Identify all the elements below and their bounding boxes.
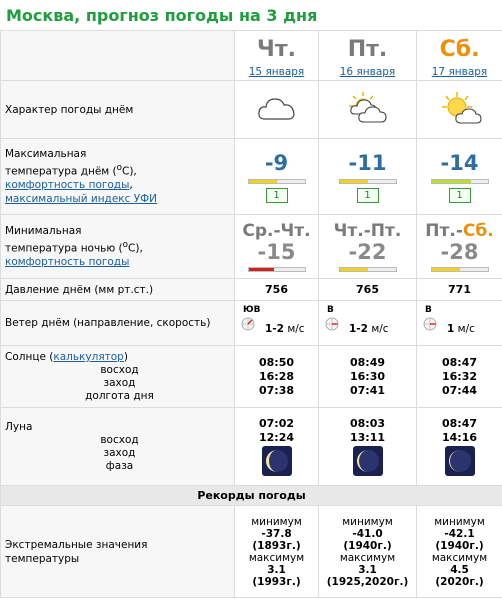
tmax-row bbox=[1, 139, 502, 215]
tmin-label-line: C), bbox=[128, 242, 143, 255]
record-max-year: (1925,2020г.) bbox=[326, 575, 409, 588]
night-period bbox=[319, 221, 416, 241]
comfort-bar-fill bbox=[432, 268, 460, 271]
moonrise-time: 08:03 bbox=[349, 417, 385, 430]
night-sep: - bbox=[273, 221, 281, 241]
tmax-value: -9 bbox=[264, 150, 289, 175]
sun-label-close: ) bbox=[123, 351, 128, 363]
sunset-time: 16:32 bbox=[441, 369, 477, 383]
night-period bbox=[235, 221, 318, 241]
wind-compass-icon bbox=[241, 317, 255, 331]
wind-speed-value: 1 bbox=[447, 323, 455, 335]
wind-speed-value: 1-2 bbox=[349, 323, 368, 335]
record-max-label: максимум bbox=[248, 551, 305, 564]
sunset-time: 16:28 bbox=[258, 369, 294, 383]
record-min-label: минимум bbox=[251, 515, 302, 528]
wind-row bbox=[1, 301, 502, 346]
night-to: Пт. bbox=[370, 221, 402, 241]
cloud-icon bbox=[256, 93, 298, 123]
tmin-row bbox=[1, 215, 502, 279]
forecast-table bbox=[0, 30, 502, 598]
page-title: Москва, прогноз погоды на 3 дня bbox=[6, 6, 318, 25]
tmax-label bbox=[1, 139, 235, 215]
weather-cell bbox=[235, 81, 319, 139]
comfort-bar-fill bbox=[249, 180, 277, 183]
record-min-year: (1940г.) bbox=[435, 539, 484, 552]
record-cell bbox=[417, 506, 502, 598]
tmin-cell bbox=[319, 215, 417, 279]
wind-unit: м/с bbox=[287, 323, 305, 335]
uvi-badge: 1 bbox=[449, 188, 471, 203]
tmax-label-line: Максимальная bbox=[5, 147, 87, 160]
wind-label: Ветер днём (направление, скорость) bbox=[1, 301, 235, 346]
wind-direction: ЮВ bbox=[243, 305, 261, 315]
day-date-link[interactable]: 17 января bbox=[431, 66, 488, 78]
tmin-label-line: Минимальная bbox=[5, 224, 82, 237]
moonrise-time: 07:02 bbox=[258, 417, 294, 430]
moonset-label: заход bbox=[103, 447, 136, 459]
moonrise-time: 08:47 bbox=[441, 417, 477, 430]
comfort-link[interactable]: комфортность погоды bbox=[5, 179, 130, 192]
daylength-value: 07:44 bbox=[441, 383, 477, 397]
record-max-label: максимум bbox=[431, 551, 488, 564]
moon-cell bbox=[235, 408, 319, 486]
wind-cell bbox=[319, 301, 417, 346]
day-header bbox=[319, 31, 417, 81]
phase-label: фаза bbox=[105, 460, 134, 472]
calculator-link[interactable]: калькулятор bbox=[53, 351, 124, 363]
sunset-time: 16:30 bbox=[349, 369, 385, 383]
wind-speed bbox=[447, 323, 475, 335]
record-min-year: (1940г.) bbox=[343, 539, 392, 552]
wind-speed bbox=[265, 323, 305, 335]
waning-crescent-moon-icon bbox=[353, 446, 383, 476]
moonset-time: 14:16 bbox=[441, 431, 477, 444]
waning-crescent-moon-icon bbox=[445, 446, 475, 476]
night-from: Ср. bbox=[242, 221, 274, 241]
records-title: Рекорды погоды bbox=[1, 486, 502, 506]
comfort-bar bbox=[248, 179, 306, 184]
sunrise-label: восход bbox=[100, 364, 139, 376]
pressure-value: 756 bbox=[235, 279, 319, 301]
tmin-cell bbox=[417, 215, 502, 279]
tmax-label-line: температура днём ( bbox=[5, 165, 117, 178]
day-header-row bbox=[1, 31, 502, 81]
comfort-link[interactable]: комфортность погоды bbox=[5, 256, 130, 269]
comfort-bar bbox=[248, 267, 306, 272]
record-min-year: (1893г.) bbox=[252, 539, 301, 552]
tmin-value: -22 bbox=[348, 240, 387, 264]
record-max-value: 3.1 bbox=[267, 563, 286, 576]
moon-cell bbox=[417, 408, 502, 486]
tmin-value: -15 bbox=[257, 240, 296, 264]
tmax-cell bbox=[235, 139, 319, 215]
night-from: Чт. bbox=[333, 221, 364, 241]
pressure-value: 771 bbox=[417, 279, 502, 301]
uvi-link[interactable]: максимальный индекс УФИ bbox=[5, 193, 158, 206]
tmin-value: -28 bbox=[440, 240, 479, 264]
tmax-value: -11 bbox=[348, 150, 387, 175]
day-date-link[interactable]: 16 января bbox=[339, 66, 396, 78]
sunset-label: заход bbox=[103, 377, 136, 389]
wind-speed-value: 1-2 bbox=[265, 323, 284, 335]
pressure-row bbox=[1, 279, 502, 301]
moon-row bbox=[1, 408, 502, 486]
record-min-label: минимум bbox=[342, 515, 393, 528]
wind-unit: м/с bbox=[371, 323, 389, 335]
comfort-bar bbox=[339, 267, 397, 272]
daylength-value: 07:41 bbox=[349, 383, 385, 397]
wind-compass-icon bbox=[325, 317, 339, 331]
day-header bbox=[235, 31, 319, 81]
comfort-bar-fill bbox=[249, 268, 274, 271]
record-max-label: максимум bbox=[339, 551, 396, 564]
tmax-cell bbox=[417, 139, 502, 215]
day-header bbox=[417, 31, 502, 81]
tmin-cell bbox=[235, 215, 319, 279]
waning-crescent-moon-icon bbox=[262, 446, 292, 476]
sun-label-text: Солнце ( bbox=[5, 351, 54, 363]
sunrise-time: 08:47 bbox=[441, 355, 477, 369]
sun-cell bbox=[235, 346, 319, 408]
sun-row bbox=[1, 346, 502, 408]
wind-speed bbox=[349, 323, 389, 335]
pressure-label: Давление днём (мм рт.ст.) bbox=[1, 279, 235, 301]
night-from: Пт. bbox=[425, 221, 456, 241]
record-max-value: 4.5 bbox=[450, 563, 469, 576]
sun-label bbox=[1, 346, 235, 408]
extreme-label-line: Экстремальные значения bbox=[5, 538, 148, 551]
record-max-year: (2020г.) bbox=[435, 575, 484, 588]
night-to: Сб. bbox=[462, 221, 494, 241]
comfort-bar-fill bbox=[340, 180, 368, 183]
day-date-link[interactable]: 15 января bbox=[248, 66, 305, 78]
wind-direction: В bbox=[327, 305, 334, 315]
moon-label bbox=[1, 408, 235, 486]
record-max-value: 3.1 bbox=[358, 563, 377, 576]
weather-cell bbox=[319, 81, 417, 139]
uvi-badge: 1 bbox=[357, 188, 379, 203]
header-empty-cell bbox=[1, 31, 235, 81]
sun-cell bbox=[319, 346, 417, 408]
comfort-bar bbox=[339, 179, 397, 184]
wind-compass-icon bbox=[423, 317, 437, 331]
moonset-time: 13:11 bbox=[349, 431, 385, 444]
wind-unit: м/с bbox=[457, 323, 475, 335]
daylength-value: 07:38 bbox=[258, 383, 294, 397]
extreme-label-line: температуры bbox=[5, 552, 80, 565]
uvi-badge: 1 bbox=[266, 188, 288, 203]
record-min-value: -41.0 bbox=[352, 527, 383, 540]
weather-row bbox=[1, 81, 502, 139]
comma: , bbox=[129, 179, 133, 192]
sunrise-time: 08:50 bbox=[258, 355, 294, 369]
night-sep: - bbox=[363, 221, 371, 241]
pressure-value: 765 bbox=[319, 279, 417, 301]
record-min-value: -37.8 bbox=[261, 527, 292, 540]
moonrise-label: восход bbox=[100, 434, 139, 446]
day-name: Чт. bbox=[257, 37, 296, 62]
records-header-row bbox=[1, 486, 502, 506]
extreme-label bbox=[1, 506, 235, 598]
moon-label-text: Луна bbox=[5, 421, 33, 433]
wind-cell bbox=[235, 301, 319, 346]
night-to: Чт. bbox=[280, 221, 311, 241]
records-row bbox=[1, 506, 502, 598]
night-period bbox=[417, 221, 502, 241]
weather-label: Характер погоды днём bbox=[1, 81, 235, 139]
tmax-value: -14 bbox=[440, 150, 479, 175]
tmin-label bbox=[1, 215, 235, 279]
wind-cell bbox=[417, 301, 502, 346]
wind-direction: В bbox=[425, 305, 432, 315]
sun-behind-clouds-icon bbox=[345, 90, 391, 126]
comfort-bar-fill bbox=[340, 268, 368, 271]
weather-cell bbox=[417, 81, 502, 139]
record-cell bbox=[235, 506, 319, 598]
comfort-bar bbox=[431, 267, 489, 272]
record-min-label: минимум bbox=[434, 515, 485, 528]
degree-mark: o bbox=[122, 239, 129, 250]
night-sep: - bbox=[455, 221, 463, 241]
title-bar bbox=[0, 0, 502, 32]
tmax-cell bbox=[319, 139, 417, 215]
tmin-label-line: температура ночью ( bbox=[5, 242, 123, 255]
record-max-year: (1993г.) bbox=[252, 575, 301, 588]
day-name: Пт. bbox=[347, 37, 388, 62]
daylength-label: долгота дня bbox=[85, 390, 154, 402]
comfort-bar bbox=[431, 179, 489, 184]
tmax-label-line: C), bbox=[122, 165, 137, 178]
degree-mark: o bbox=[116, 162, 122, 173]
sun-cell bbox=[417, 346, 502, 408]
moon-cell bbox=[319, 408, 417, 486]
record-min-value: -42.1 bbox=[444, 527, 475, 540]
comfort-bar-fill bbox=[432, 180, 471, 183]
moonset-time: 12:24 bbox=[258, 431, 294, 444]
record-cell bbox=[319, 506, 417, 598]
day-name: Сб. bbox=[439, 37, 480, 62]
partly-sunny-icon bbox=[437, 90, 483, 126]
sunrise-time: 08:49 bbox=[349, 355, 385, 369]
